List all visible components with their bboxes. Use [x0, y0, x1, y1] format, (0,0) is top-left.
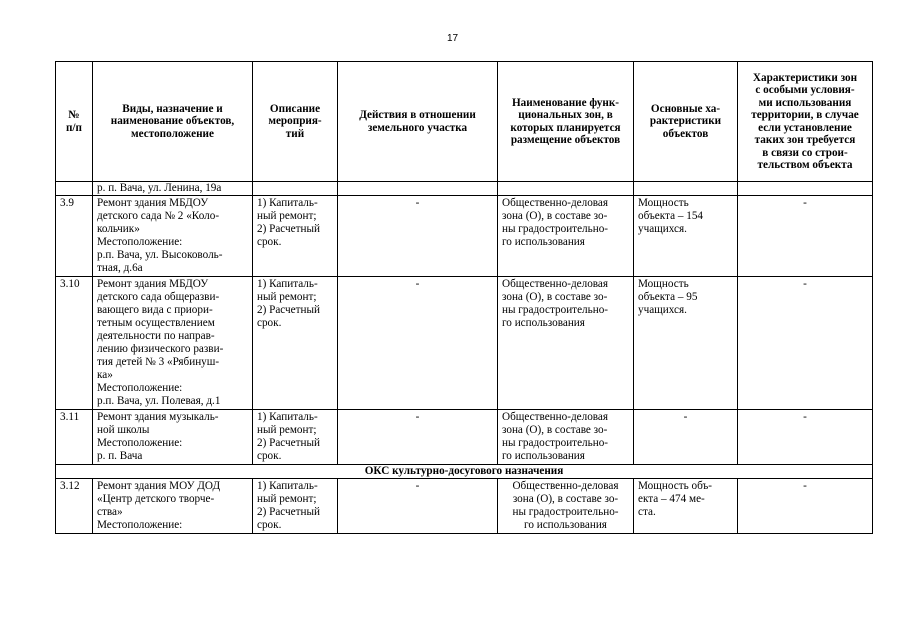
table-row — [56, 410, 873, 465]
functional-zone: Общественно-деловая зона (О), в составе зо- ны градостроительно- го использования — [498, 410, 634, 465]
activity-description: 1) Капиталь- ный ремонт; 2) Расчетный срок. — [253, 479, 338, 534]
table-row — [56, 196, 873, 277]
table-row — [56, 479, 873, 534]
table-row-continuation — [56, 182, 873, 196]
section-heading-row — [56, 465, 873, 479]
special-zones: - — [738, 479, 873, 534]
row-number: 3.12 — [56, 479, 93, 534]
land-action: - — [338, 277, 498, 410]
object-location-continued: р. п. Вача, ул. Ленина, 19а — [93, 182, 253, 196]
object-name: Ремонт здания МОУ ДОД «Центр детского творче- ства» Местоположение: — [93, 479, 253, 534]
row-number: 3.11 — [56, 410, 93, 465]
header-activity: Описание мероприя- тий — [253, 62, 338, 182]
functional-zone: Общественно-деловая зона (О), в составе зо- ны градостроительно- го использования — [498, 196, 634, 277]
special-zones: - — [738, 196, 873, 277]
object-name: Ремонт здания МБДОУ детского сада общеразви- вающего вида с приори- тетным осуществлением деятельности по направ- лению физического разви- тия детей № 3 «Рябинуш- ка» Местоположение: р.п. Вача, ул. Полевая, д.1 — [93, 277, 253, 410]
header-object-name: Виды, назначение и наименование объектов, местоположение — [93, 62, 253, 182]
table-header-row — [56, 62, 873, 182]
land-action: - — [338, 196, 498, 277]
header-characteristics: Основные ха- рактеристики объектов — [634, 62, 738, 182]
planned-objects-table — [55, 61, 873, 534]
functional-zone: Общественно-деловая зона (О), в составе зо- ны градостроительно- го использования — [498, 277, 634, 410]
header-special-zones: Характеристики зон с особыми условия- ми использования территории, в случае если установление таких зон требуется в связи со строи- тельством объекта — [738, 62, 873, 182]
land-action: - — [338, 479, 498, 534]
section-title: ОКС культурно-досугового назначения — [56, 465, 873, 479]
special-zones: - — [738, 277, 873, 410]
object-characteristics: Мощность объекта – 95 учащихся. — [634, 277, 738, 410]
row-number: 3.9 — [56, 196, 93, 277]
header-number: № п/п — [56, 62, 93, 182]
table-row — [56, 277, 873, 410]
activity-description: 1) Капиталь- ный ремонт; 2) Расчетный срок. — [253, 410, 338, 465]
special-zones: - — [738, 410, 873, 465]
object-name: Ремонт здания МБДОУ детского сада № 2 «Коло- кольчик» Местоположение: р.п. Вача, ул. Высоковоль- тная, д.6а — [93, 196, 253, 277]
land-action: - — [338, 410, 498, 465]
functional-zone: Общественно-деловая зона (О), в составе зо- ны градостроительно- го использования — [498, 479, 634, 534]
header-land-actions: Действия в отношении земельного участка — [338, 62, 498, 182]
object-characteristics: - — [634, 410, 738, 465]
activity-description: 1) Капиталь- ный ремонт; 2) Расчетный срок. — [253, 196, 338, 277]
activity-description: 1) Капиталь- ный ремонт; 2) Расчетный срок. — [253, 277, 338, 410]
object-characteristics: Мощность объ- екта – 474 ме- ста. — [634, 479, 738, 534]
header-functional-zone: Наименование функ- циональных зон, в которых планируется размещение объектов — [498, 62, 634, 182]
row-number: 3.10 — [56, 277, 93, 410]
object-characteristics: Мощность объекта – 154 учащихся. — [634, 196, 738, 277]
page-number: 17 — [446, 33, 459, 44]
object-name: Ремонт здания музыкаль- ной школы Местоположение: р. п. Вача — [93, 410, 253, 465]
